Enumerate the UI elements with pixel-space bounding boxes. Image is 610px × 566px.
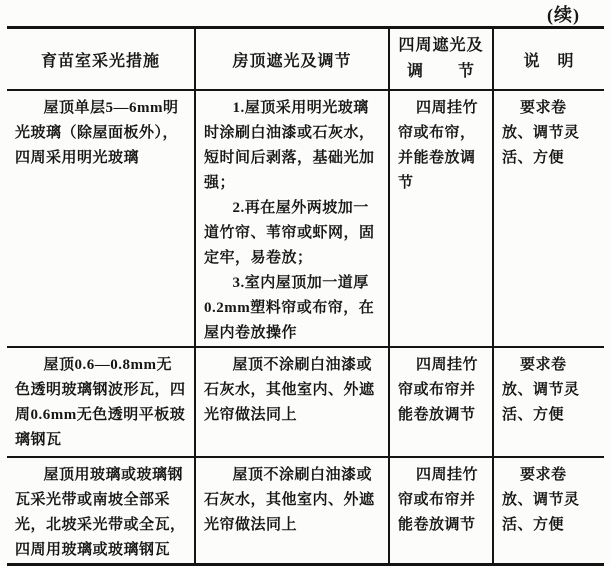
header-row [7, 28, 604, 91]
cell-notes [493, 90, 604, 347]
cell-side-shading [389, 347, 493, 457]
shading-measures-table [7, 26, 604, 566]
cell-side-shading [389, 457, 493, 565]
cell-lighting [7, 347, 195, 457]
header-roof-shading-label: 房顶遮光及调节 [232, 52, 352, 70]
cell-text: 四周挂竹帘或布帘，并能卷放调节 [398, 100, 479, 191]
cell-text: 屋顶不涂刷白油漆或石灰水，其他室内、外遮光帘做法同上 [204, 467, 375, 533]
header-notes-label: 说 明 [523, 52, 575, 70]
cell-lighting [7, 457, 195, 565]
cell-text: 2.再在屋外两坡加一道竹帘、苇帘或虾网，固定牢，易卷放； [204, 200, 375, 266]
header-side-shading-line2: 调 节 [406, 63, 475, 80]
header-lighting [7, 28, 195, 91]
cell-roof-shading [195, 347, 389, 457]
cell-lighting [7, 90, 195, 347]
header-roof-shading [195, 28, 389, 91]
cell-text: 屋顶0.6—0.8mm无色透明玻璃钢波形瓦，四周0.6mm无色透明平板玻璃钢瓦 [15, 357, 186, 448]
cell-text: 要求卷放、调节灵活、方便 [502, 357, 580, 423]
cell-text: 要求卷放、调节灵活、方便 [502, 467, 580, 533]
cell-roof-shading [195, 90, 389, 347]
table-row [7, 90, 604, 347]
continued-label: (续) [547, 5, 580, 25]
cell-text: 屋顶单层5—6mm明光玻璃（除屋面板外），四周采用明光玻璃 [15, 100, 179, 166]
header-side-shading-line1: 四周遮光及 [398, 37, 484, 54]
table-row [7, 347, 604, 457]
table-row [7, 457, 604, 565]
cell-roof-shading [195, 457, 389, 565]
cell-text: 屋顶用玻璃或玻璃钢瓦采光带或南坡全部采光，北坡采光带或全瓦，四周用玻璃或玻璃钢瓦 [15, 467, 186, 558]
cell-text: 要求卷放、调节灵活、方便 [502, 100, 580, 166]
cell-notes [493, 457, 604, 565]
cell-text: 3.室内屋顶加一道厚0.2mm塑料帘或布帘，在屋内卷放操作 [204, 275, 375, 341]
cell-side-shading [389, 90, 493, 347]
cell-text: 屋顶不涂刷白油漆或石灰水，其他室内、外遮光帘做法同上 [204, 357, 375, 423]
cell-text: 1.屋顶采用明光玻璃时涂刷白油漆或石灰水，短时间后剥落，基础光加强； [204, 100, 375, 191]
header-notes [493, 28, 604, 91]
cell-text: 四周挂竹帘或布帘并能卷放调节 [398, 467, 479, 533]
cell-notes [493, 347, 604, 457]
cell-text: 四周挂竹帘或布帘并能卷放调节 [398, 357, 479, 423]
header-lighting-label: 育苗室采光措施 [40, 52, 160, 70]
header-side-shading [389, 28, 493, 91]
